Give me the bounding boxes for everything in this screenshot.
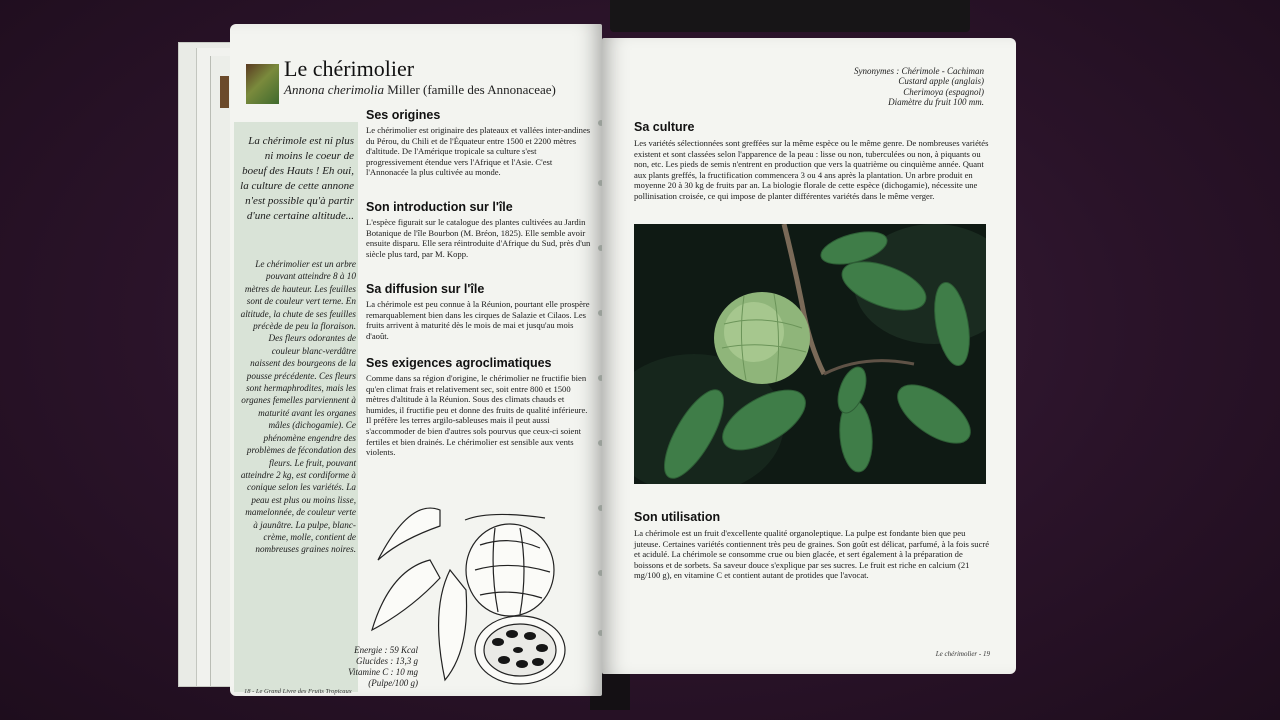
section-culture	[634, 120, 990, 202]
section-introduction	[366, 200, 594, 259]
section-body: La chérimole est peu connue à la Réunion, pourtant elle prospère remarquablement bien dans les cirques de Salazie et Cilaos. Les fruits arrivent à maturité dès le mois de mai et jusqu'au mois d'août.	[366, 299, 590, 341]
description-sidebar: Le chérimolier est un arbre pouvant atteindre 8 à 10 mètres de hauteur. Les feuilles sont de couleur vert terne. En altitude, la chute de ses feuilles précède de peu la floraison. Des fleurs odorantes de couleur blanc-verdâtre naissent des bourgeons de la pousse précédente. Ces fleurs sont hermaphrodites, mais les organes femelles parviennent à maturité avant les organes mâles (dichogamie). Ce phénomène engendre des problèmes de fécondation des fleurs. Le fruit, pouvant atteindre 2 kg, est cordiforme à conique selon les variétés. La peau est plus ou moins lisse, mamelonnée, de couleur verte à jaunâtre. La pulpe, blanc-crème, molle, contient de nombreuses graines noires.	[240, 259, 356, 555]
synonym-line: Custard apple (anglais)	[898, 76, 984, 87]
synonym-line: Diamètre du fruit 100 mm.	[888, 97, 984, 108]
section-heading: Sa culture	[634, 120, 695, 134]
nutrition-line: Energie : 59 Kcal	[354, 645, 418, 655]
section-heading: Sa diffusion sur l'île	[366, 282, 485, 296]
nutrition-line: (Pulpe/100 g)	[368, 678, 418, 688]
section-origines	[366, 108, 594, 178]
synonym-line: Cherimoya (espagnol)	[903, 86, 984, 97]
section-utilisation	[634, 510, 990, 581]
photo-image	[634, 224, 986, 484]
section-body: Comme dans sa région d'origine, le chérimolier ne fructifie bien qu'en climat frais et relativement sec, soit entre 800 et 1500 mètres d'altitude à la Réunion. Sous des climats chauds et humides, il fructifie peu et donne des fruits de qualité inférieure. Il préfère les terres argilo-sableuses mais il peut aussi s'accommoder de bien d'autres sols pourvus que ceux-ci soient fertiles et bien drainés. Le chérimolier est sensible aux vents violents.	[366, 373, 588, 458]
latin-name: Annona cherimolia	[284, 82, 385, 97]
nutrition-line: Vitamine C : 10 mg	[348, 667, 418, 677]
section-heading: Ses origines	[366, 108, 441, 122]
page-title: Le chérimolier	[284, 56, 415, 81]
synonym-line: Synonymes : Chérimole - Cachiman	[854, 66, 984, 76]
page-footer-right: Le chérimolier - 19	[935, 650, 990, 658]
left-page	[230, 24, 602, 696]
intro-quote: La chérimole est ni plus ni moins le coeur de boeuf des Hauts ! Eh oui, la culture de cette annone n'est possible qu'à partir d'une certaine altitude...	[240, 135, 354, 222]
synonyms-block	[764, 66, 984, 108]
dark-object-top	[610, 0, 970, 32]
page-footer-left: 18 - Le Grand Livre des Fruits Tropicaux	[244, 688, 352, 695]
nutrition-facts	[330, 645, 418, 689]
right-page	[602, 38, 1016, 674]
section-heading: Son utilisation	[634, 510, 721, 524]
fruit-thumbnail	[246, 64, 279, 104]
latin-name-detail: Miller (famille des Annonaceae)	[387, 82, 556, 97]
section-body: Les variétés sélectionnées sont greffées sur la même espèce ou le même genre. De nombreuses variétés existent et sont classées selon l'apparence de la peau : lisse ou non, tuberculées ou non, à piquants ou non, etc. Les pieds de semis n'entrent en production que vers la quatrième ou cinquième année. Quant aux plants greffés, la fructification commencera 3 ou 4 ans après la plantation. Un arbre produit en moyenne 20 à 30 kg de fruits par an. La biologie florale de cette espèce (dichogamie), nécessite une pollinisation croisée, ce qui impose de planter différentes variétés dans le même verger.	[634, 138, 989, 201]
section-heading: Son introduction sur l'île	[366, 200, 513, 214]
nutrition-line: Glucides : 13,3 g	[356, 656, 418, 666]
page-tab-mark	[220, 76, 229, 108]
section-body: L'espèce figurait sur le catalogue des plantes cultivées au Jardin Botanique de l'île Bourbon (M. Bréon, 1825). Elle semble avoir ensuite disparu. Elle sera réintroduite d'Afrique du Sud, près d'un siècle plus tard, par M. Kopp.	[366, 217, 591, 259]
section-exigences	[366, 356, 594, 458]
section-body: Le chérimolier est originaire des plateaux et vallées inter-andines du Pérou, du Chili et de l'Équateur entre 1500 et 2200 mètres d'altitude. De l'Amérique tropicale sa culture s'est progressivement étendue vers l'Afrique et l'Asie. C'est l'Annonacée la plus cultivée au monde.	[366, 125, 591, 178]
section-body: La chérimole est un fruit d'excellente qualité organoleptique. La pulpe est fondante bien que peu juteuse. Certaines variétés contiennent très peu de graines. Son goût est délicat, parfumé, à la fois sucré et acidulé. La chérimole se consomme crue ou bien glacée, et sert également à la préparation de boissons et de sorbets. Sa saveur douce s'explique par ses sucres. Le fruit est riche en calcium (21 mg/100 g), en vitamine C et contient autant de protides que l'avocat.	[634, 528, 990, 581]
page-subtitle	[284, 82, 556, 98]
section-heading: Ses exigences agroclimatiques	[366, 356, 552, 370]
cherimoya-photo	[634, 224, 986, 484]
section-diffusion	[366, 282, 594, 341]
